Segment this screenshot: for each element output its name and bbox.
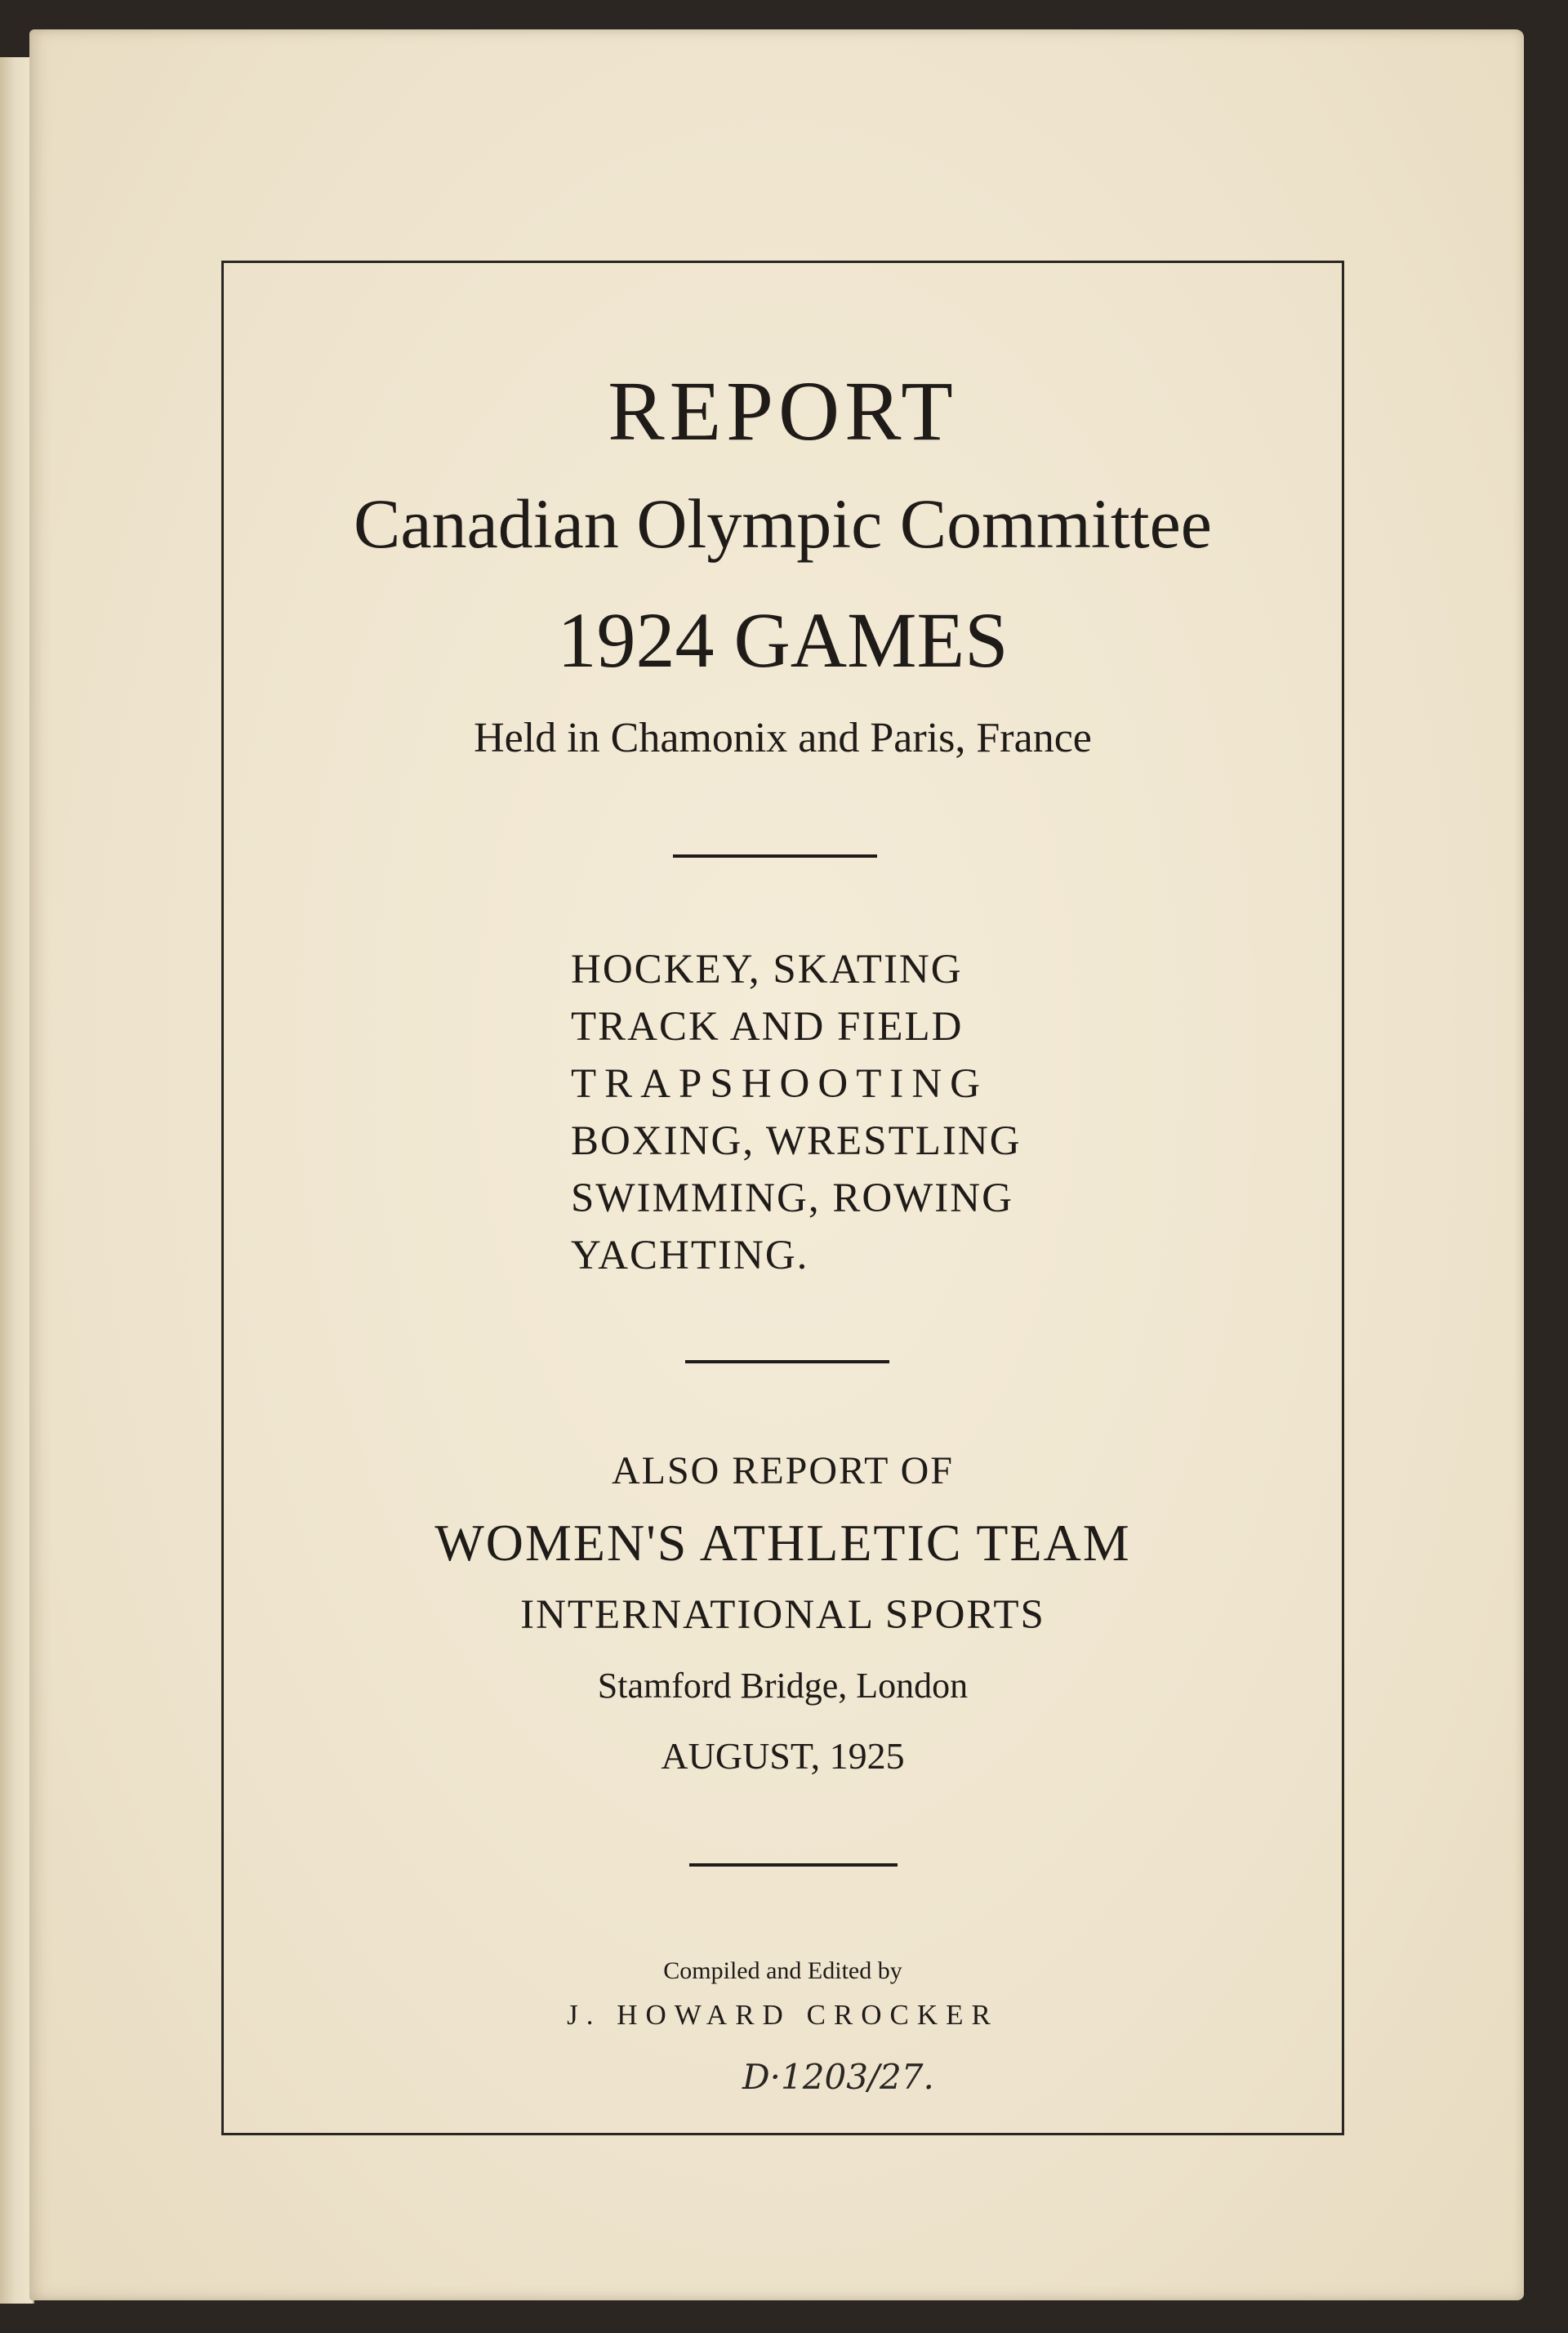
title-page-content bbox=[224, 263, 1342, 2133]
handwritten-note-text: D·1203/27. bbox=[742, 2057, 934, 2097]
page-border-frame bbox=[221, 261, 1344, 2135]
sport-item: YACHTING. bbox=[571, 1233, 809, 1278]
committee-name: Canadian Olympic Committee bbox=[354, 484, 1212, 563]
author-name: J. HOWARD CROCKER bbox=[567, 1999, 999, 2031]
sports-list bbox=[571, 941, 1061, 1284]
sport-item: BOXING, WRESTLING bbox=[571, 1118, 1022, 1164]
womens-team-title: WOMEN'S ATHLETIC TEAM bbox=[434, 1514, 1131, 1572]
also-report-heading: ALSO REPORT OF bbox=[612, 1449, 954, 1492]
report-title: REPORT bbox=[608, 364, 958, 458]
games-location: Held in Chamonix and Paris, France bbox=[474, 715, 1092, 761]
games-title: 1924 GAMES bbox=[557, 596, 1009, 684]
venue-text: Stamford Bridge, London bbox=[597, 1666, 969, 1706]
sport-item: HOCKEY, SKATING bbox=[571, 947, 963, 993]
sport-item: TRACK AND FIELD bbox=[571, 1004, 964, 1050]
document-page bbox=[29, 29, 1524, 2300]
handwritten-note bbox=[734, 2040, 947, 2113]
divider-rule bbox=[689, 1863, 898, 1867]
international-sports-title: INTERNATIONAL SPORTS bbox=[520, 1592, 1045, 1638]
report-date: AUGUST, 1925 bbox=[661, 1735, 905, 1777]
sport-item: TRAPSHOOTING bbox=[571, 1061, 989, 1107]
divider-rule bbox=[685, 1360, 889, 1363]
divider-rule bbox=[673, 854, 877, 858]
sport-item: SWIMMING, ROWING bbox=[571, 1175, 1013, 1221]
compiled-by-label: Compiled and Edited by bbox=[663, 1957, 902, 1984]
